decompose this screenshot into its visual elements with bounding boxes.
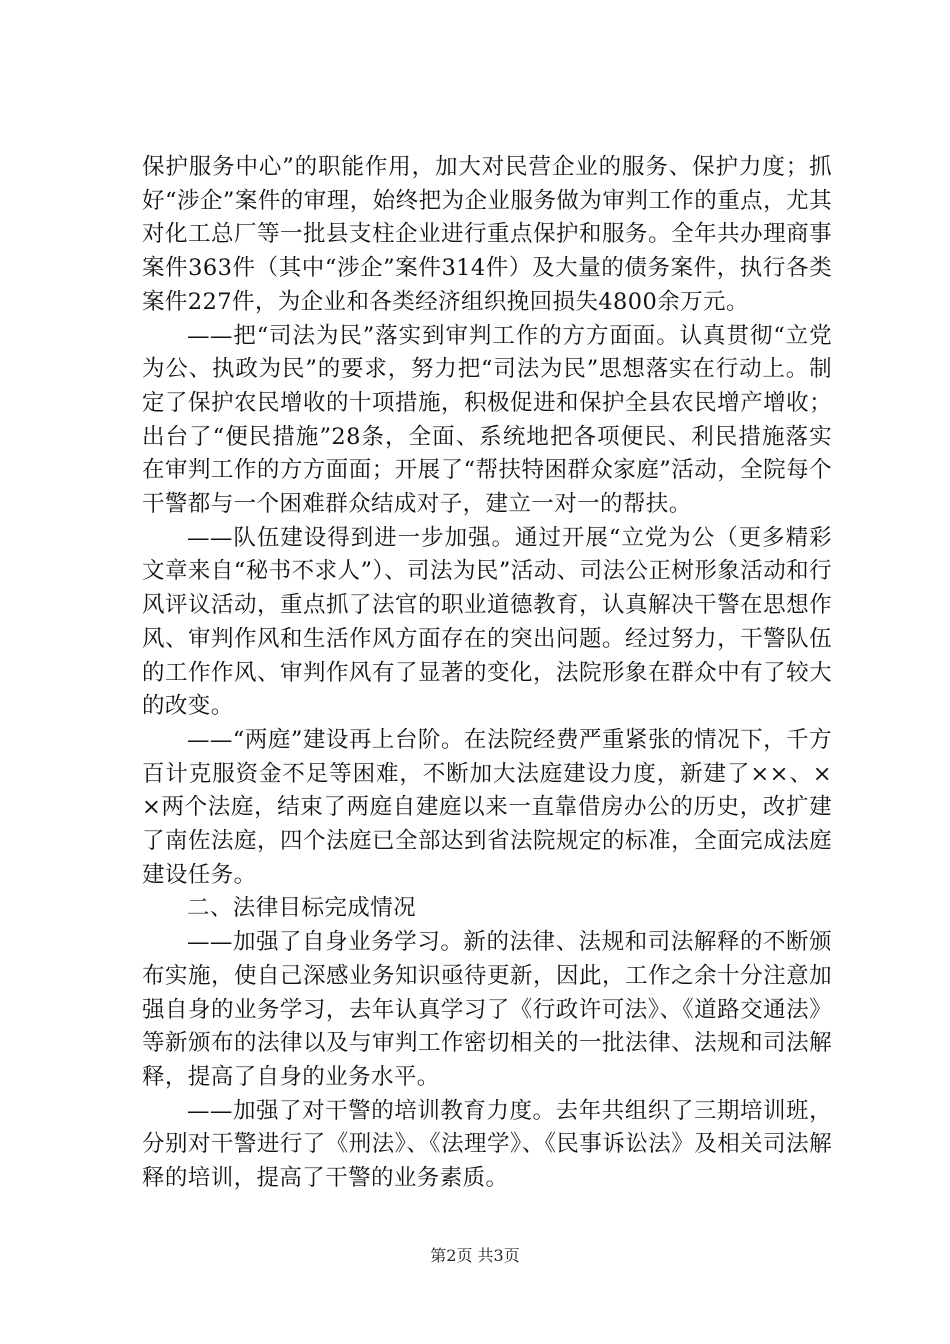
paragraph-two-courts: ——“两庭”建设再上台阶。在法院经费严重紧张的情况下，千方百计克服资金不足等困难，不断加大法庭建设力度，新建了××、××两个法庭，结束了两庭自建庭以来一直靠借房办公的历史，改扩建了南佐法庭，四个法庭已全部达到省法院规定的标准，全面完成法庭建设任务。: [142, 726, 832, 888]
paragraph-self-study: ——加强了自身业务学习。新的法律、法规和司法解释的不断颁布实施，使自己深感业务知识亟待更新，因此，工作之余十分注意加强自身的业务学习，去年认真学习了《行政许可法》、《道路交通法》等新颁布的法律以及与审判工作密切相关的一批法律、法规和司法解释，提高了自身的业务水平。: [142, 929, 832, 1090]
document-body: [142, 151, 832, 1196]
paragraph-training: ——加强了对干警的培训教育力度。去年共组织了三期培训班，分别对干警进行了《刑法》、《法理学》、《民事诉讼法》及相关司法解释的培训，提高了干警的业务素质。: [142, 1097, 832, 1192]
section-heading-legal-goals: 二、法律目标完成情况: [187, 895, 417, 922]
paragraph-continuation: 保护服务中心”的职能作用，加大对民营企业的服务、保护力度；抓好“涉企”案件的审理，始终把为企业服务做为审判工作的重点，尤其对化工总厂等一批县支柱企业进行重点保护和服务。全年共办理商事案件363件（其中“涉企”案件314件）及大量的债务案件，执行各类案件227件，为企业和各类经济组织挽回损失4800余万元。: [142, 154, 832, 315]
page-number-footer: 第2页 共3页: [430, 1246, 520, 1265]
paragraph-team-building: ——队伍建设得到进一步加强。通过开展“立党为公（更多精彩文章来自“秘书不求人”）、司法为民”活动、司法公正树形象活动和行风评议活动，重点抓了法官的职业道德教育，认真解决干警在思想作风、审判作风和生活作风方面存在的突出问题。经过努力，干警队伍的工作作风、审判作风有了显著的变化，法院形象在群众中有了较大的改变。: [142, 524, 832, 720]
paragraph-judicial-for-people: ——把“司法为民”落实到审判工作的方方面面。认真贯彻“立党为公、执政为民”的要求，努力把“司法为民”思想落实在行动上。制定了保护农民增收的十项措施，积极促进和保护全县农民增产增收；出台了“便民措施”28条，全面、系统地把各项便民、利民措施落实在审判工作的方方面面；开展了“帮扶特困群众家庭”活动，全院每个干警都与一个困难群众结成对子，建立一对一的帮扶。: [142, 322, 832, 518]
